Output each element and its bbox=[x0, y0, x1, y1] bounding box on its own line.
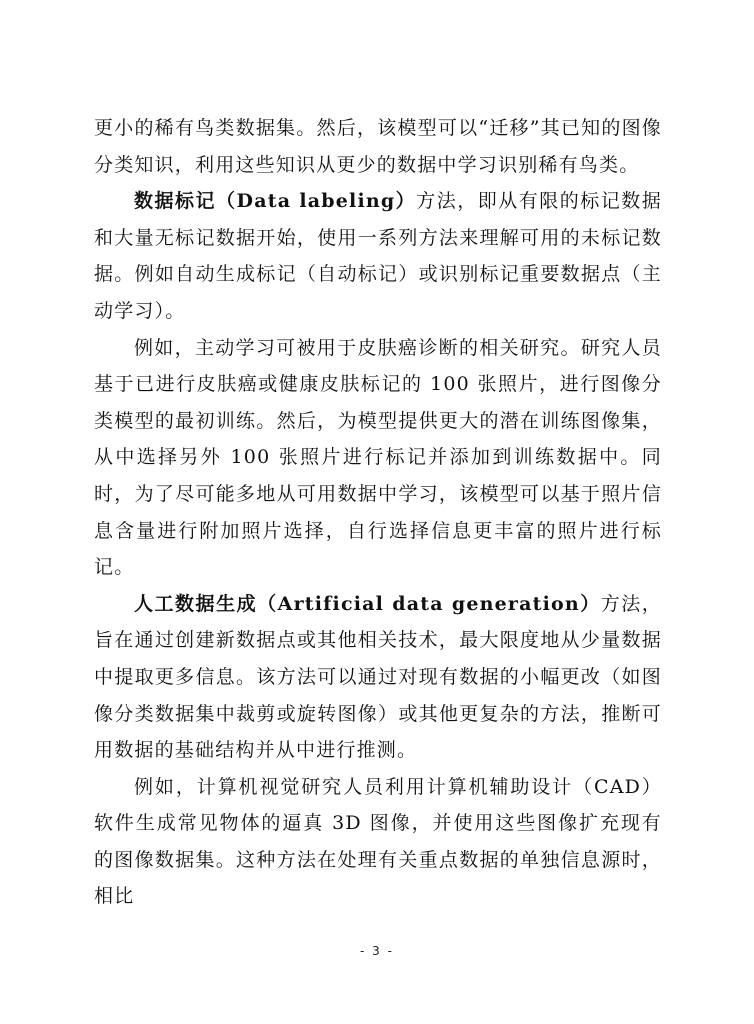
paragraph-continuation bbox=[94, 110, 662, 183]
paragraph-text: 例如，计算机视觉研究人员利用计算机辅助设计（CAD）软件生成常见物体的逼真 3D 图像，并使用这些图像扩充现有的图像数据集。这种方法在处理有关重点数据的单独信息源时，相比 bbox=[94, 775, 662, 908]
page-number: - 3 - bbox=[360, 944, 394, 958]
paragraph-text: 例如，主动学习可被用于皮肤癌诊断的相关研究。研究人员基于已进行皮肤癌或健康皮肤标记的 100 张照片，进行图像分类模型的最初训练。然后，为模型提供更大的潜在训练图像集，从中选择另外 100 张照片进行标记并添加到训练数据中。同时，为了尽可能多地从可用数据中学习，该模型可以基于照片信息含量进行附加照片选择，自行选择信息更丰富的照片进行标记。 bbox=[94, 336, 662, 579]
paragraph-text: 更小的稀有鸟类数据集。然后，该模型可以“迁移”其已知的图像分类知识，利用这些知识从更少的数据中学习识别稀有鸟类。 bbox=[94, 117, 662, 176]
paragraph-data-labeling bbox=[94, 183, 662, 329]
paragraph-active-learning-example bbox=[94, 330, 662, 586]
paragraph-cad-example bbox=[94, 769, 662, 915]
paragraph-text: 方法，即从有限的标记数据和大量无标记数据开始，使用一系列方法来理解可用的未标记数据。例如自动生成标记（自动标记）或识别标记重要数据点（主动学习）。 bbox=[94, 190, 662, 322]
section-heading-data-labeling: 数据标记（Data labeling） bbox=[134, 190, 417, 213]
paragraph-text: 方法，旨在通过创建新数据点或其他相关技术，最大限度地从少量数据中提取更多信息。该方法可以通过对现有数据的小幅更改（如图像分类数据集中裁剪或旋转图像）或其他更复杂的方法，推断可用数据的基础结构并从中进行推测。 bbox=[94, 592, 662, 762]
document-body bbox=[94, 110, 662, 915]
section-heading-artificial-data-generation: 人工数据生成（Artificial data generation） bbox=[134, 592, 601, 615]
paragraph-artificial-data-generation bbox=[94, 586, 662, 769]
